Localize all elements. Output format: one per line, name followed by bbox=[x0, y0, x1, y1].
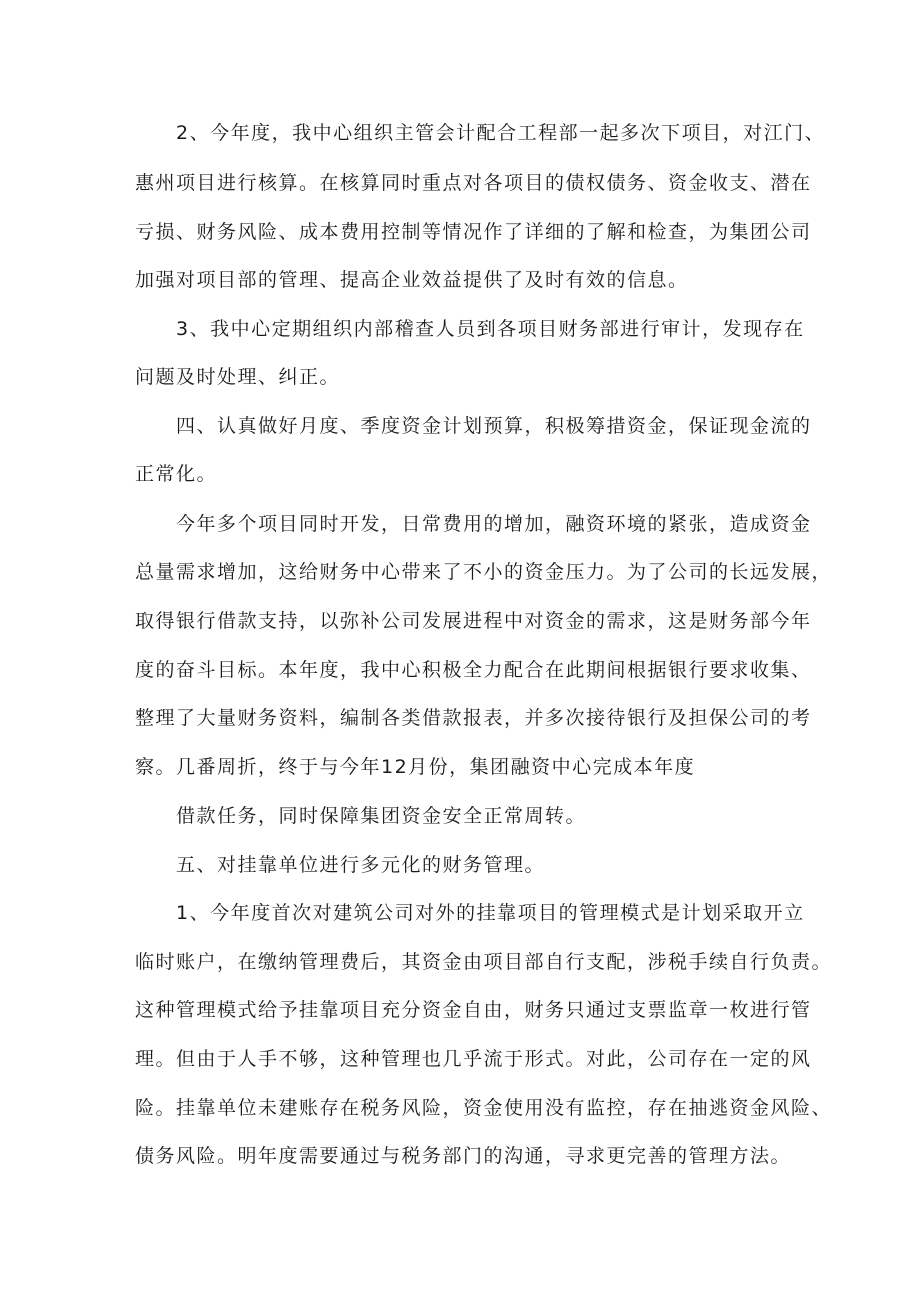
paragraph-line: 3、我中心定期组织内部稽查人员到各项目财务部进行审计，发现存在 bbox=[176, 318, 805, 340]
paragraph-line: 四、认真做好月度、季度资金计划预算，积极筹措资金，保证现金流的 bbox=[176, 415, 812, 437]
paragraph-line: 正常化。 bbox=[135, 463, 218, 485]
paragraph-line: 理。但由于人手不够，这种管理也几乎流于形式。对此，公司存在一定的风 bbox=[135, 1048, 812, 1070]
paragraph-line: 察。几番周折，终于与今年12月份，集团融资中心完成本年度 bbox=[135, 756, 696, 778]
paragraph-line: 五、对挂靠单位进行多元化的财务管理。 bbox=[176, 854, 546, 876]
paragraph-line: 借款任务，同时保障集团资金安全正常周转。 bbox=[176, 805, 587, 827]
paragraph-line: 这种管理模式给予挂靠项目充分资金自由，财务只通过支票监章一枚进行管 bbox=[135, 999, 812, 1021]
paragraph-line: 险。挂靠单位未建账存在税务风险，资金使用没有监控，存在抽逃资金风险、 bbox=[135, 1097, 833, 1119]
paragraph-line: 问题及时处理、纠正。 bbox=[135, 366, 341, 388]
paragraph-line: 临时账户，在缴纳管理费后，其资金由项目部自行支配，涉税手续自行负责。 bbox=[135, 951, 833, 973]
paragraph-line: 度的奋斗目标。本年度，我中心积极全力配合在此期间根据银行要求收集、 bbox=[135, 659, 812, 681]
paragraph-line: 惠州项目进行核算。在核算同时重点对各项目的债权债务、资金收支、潜在 bbox=[135, 172, 812, 194]
paragraph-line: 2、今年度，我中心组织主管会计配合工程部一起多次下项目，对江门、 bbox=[176, 122, 826, 144]
paragraph-line: 债务风险。明年度需要通过与税务部门的沟通，寻求更完善的管理方法。 bbox=[135, 1145, 792, 1167]
paragraph-line: 取得银行借款支持，以弥补公司发展进程中对资金的需求，这是财务部今年 bbox=[135, 610, 812, 632]
paragraph-line: 总量需求增加，这给财务中心带来了不小的资金压力。为了公司的长远发展， bbox=[135, 561, 833, 583]
paragraph-line: 整理了大量财务资料，编制各类借款报表，并多次接待银行及担保公司的考 bbox=[135, 707, 812, 729]
paragraph-line: 亏损、财务风险、成本费用控制等情况作了详细的了解和检查，为集团公司 bbox=[135, 221, 812, 243]
paragraph-line: 今年多个项目同时开发，日常费用的增加，融资环境的紧张，造成资金 bbox=[176, 513, 812, 535]
paragraph-line: 1、今年度首次对建筑公司对外的挂靠项目的管理模式是计划采取开立 bbox=[176, 902, 805, 924]
paragraph-line: 加强对项目部的管理、提高企业效益提供了及时有效的信息。 bbox=[135, 269, 689, 291]
